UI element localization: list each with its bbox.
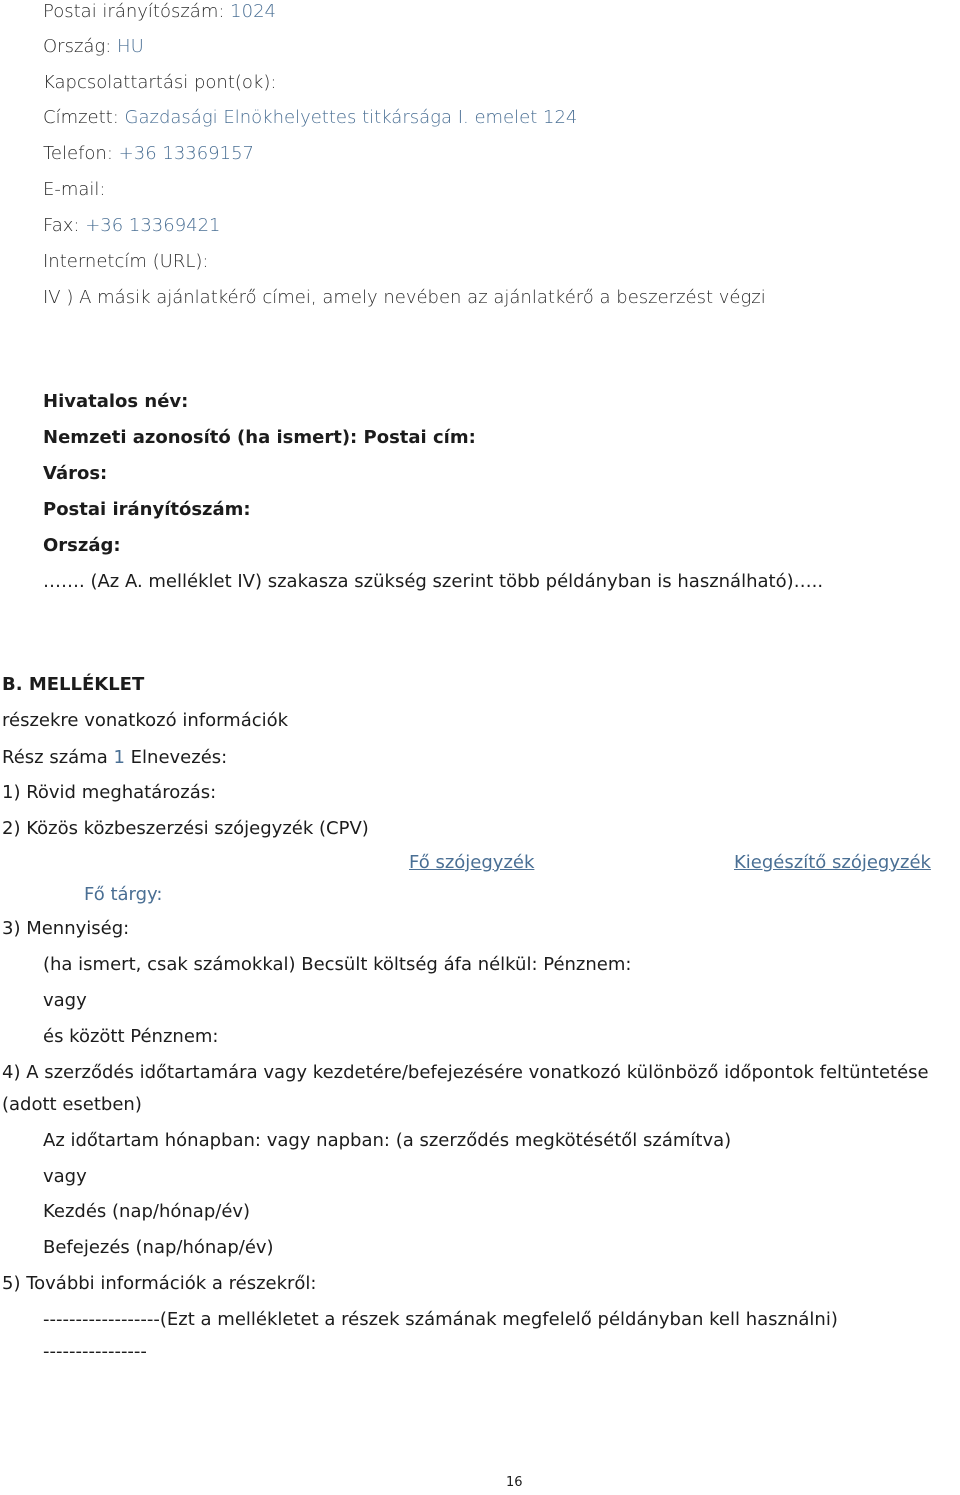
supplementary-vocabulary-header: Kiegészítő szójegyzék [734,852,931,873]
recipient-value: Gazdasági Elnökhelyettes titkársága I. emelet 124 [124,107,578,128]
annex-b-subtitle: részekre vonatkozó információk [2,710,289,731]
page-number: 16 [506,1475,523,1490]
annex-usage-note: ------------------(Ezt a mellékletet a részek számának megfelelő példányban kell használni) [43,1309,838,1330]
main-object-label: Fő tárgy: [84,884,163,905]
phone-label: Telefon: [43,143,113,164]
annex-b-title: B. MELLÉKLET [2,674,145,695]
part-name-label: Elnevezés: [130,747,228,768]
country-value: HU [117,36,144,57]
end-date-label: Befejezés (nap/hónap/év) [43,1237,274,1258]
part-number-value: 1 [113,747,125,768]
national-id-label: Nemzeti azonosító (ha ismert): Postai cím: [43,427,476,448]
start-date-label: Kezdés (nap/hónap/év) [43,1201,251,1222]
fax-row [43,214,221,238]
official-name-label: Hivatalos név: [43,391,189,412]
section-iv-note: ……. (Az A. melléklet IV) szakasza szükség szerint több példányban is használható)….. [43,571,824,592]
additional-info-label: 5) További információk a részekről: [2,1273,317,1294]
short-description-label: 1) Rövid meghatározás: [2,782,217,803]
contact-points-label: Kapcsolattartási pont(ok): [43,72,277,93]
postcode-label-iv: Postai irányítószám: [43,499,251,520]
country-label: Ország: [43,36,112,57]
part-number-label: Rész száma [2,747,108,768]
duration-section-note: (adott esetben) [2,1094,142,1115]
section-iv-title: IV ) A másik ajánlatkérő címei, amely nevében az ajánlatkérő a beszerzést végzi [43,287,766,308]
or-label-2: vagy [43,1166,87,1187]
postcode-label: Postai irányítószám: [43,1,225,22]
recipient-label: Címzett: [43,107,119,128]
quantity-label: 3) Mennyiség: [2,918,130,939]
phone-row [43,142,254,166]
estimated-cost-label: (ha ismert, csak számokkal) Becsült költség áfa nélkül: Pénznem: [43,954,632,975]
cpv-label: 2) Közös közbeszerzési szójegyzék (CPV) [2,818,369,839]
fax-value: +36 13369421 [85,215,221,236]
main-vocabulary-header: Fő szójegyzék [409,852,535,873]
url-label: Internetcím (URL): [43,251,209,272]
country-label-iv: Ország: [43,535,121,556]
fax-label: Fax: [43,215,80,236]
duration-section-title: 4) A szerződés időtartamára vagy kezdetére/befejezésére vonatkozó különböző időpontok feltüntetése [2,1062,929,1083]
or-label-1: vagy [43,990,87,1011]
duration-months-days-label: Az időtartam hónapban: vagy napban: (a szerződés megkötésétől számítva) [43,1130,732,1151]
recipient-row [43,106,577,130]
between-currency-label: és között Pénznem: [43,1026,219,1047]
postcode-row [43,0,276,24]
city-label: Város: [43,463,108,484]
separator-dashes: ---------------- [43,1341,147,1362]
email-label: E-mail: [43,179,106,200]
postcode-value: 1024 [230,1,276,22]
part-number-row [2,746,227,770]
phone-value: +36 13369157 [118,143,254,164]
country-row [43,35,144,59]
